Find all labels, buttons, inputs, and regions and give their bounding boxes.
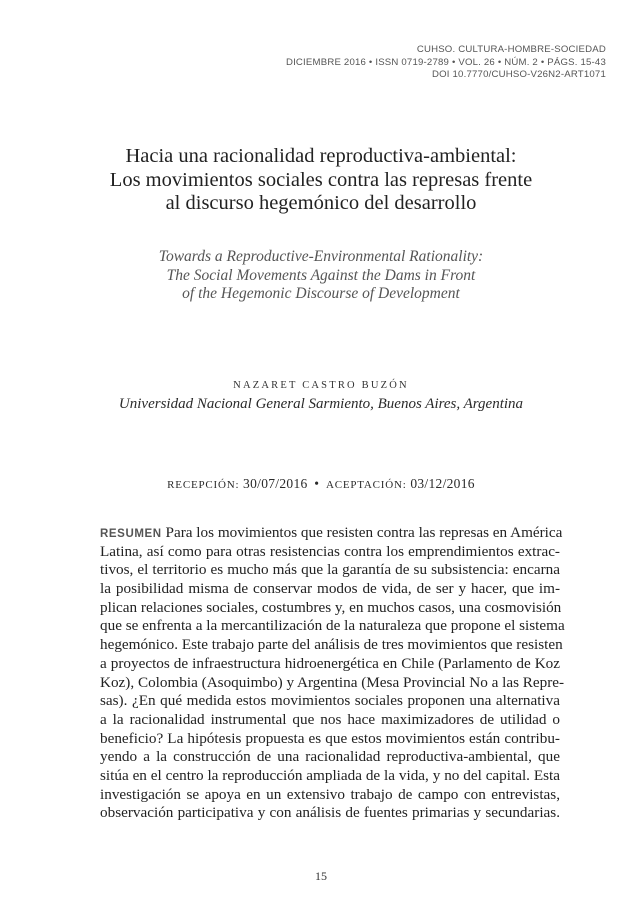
abstract-text: Para los movimientos que resisten contra las represas en América	[165, 524, 563, 541]
abstract-line: sas). ¿En qué medida estos movimientos sociales proponen una alternativa	[100, 692, 560, 710]
acceptance-date: 03/12/2016	[410, 476, 475, 491]
dates-separator: •	[314, 476, 320, 491]
abstract-line	[100, 524, 563, 543]
abstract-line: la posibilidad misma de conservar modos de vida, de ser y hacer, que im-	[100, 580, 560, 598]
reception-label: RECEPCIÓN:	[167, 479, 240, 491]
title-es-line: Los movimientos sociales contra las represas frente	[109, 168, 533, 191]
title-en-line: Towards a Reproductive-Environmental Rationality:	[158, 248, 484, 265]
abstract-line: plican relaciones sociales, costumbres y, en muchos casos, una cosmovisión	[100, 598, 562, 616]
author-affiliation: Universidad Nacional General Sarmiento, Buenos Aires, Argentina	[118, 396, 524, 412]
article-title-spanish	[0, 145, 642, 216]
reception-date: 30/07/2016	[243, 476, 308, 491]
abstract-line: a la racionalidad instrumental que nos hace maximizadores de utilidad o	[100, 710, 560, 728]
journal-header	[286, 44, 606, 82]
acceptance-label: ACEPTACIÓN:	[325, 479, 407, 491]
journal-issue-info: DICIEMBRE 2016 • ISSN 0719-2789 • VOL. 26 • NÚM. 2 • PÁGS. 15-43	[285, 56, 606, 68]
abstract-line: yendo a la construcción de una racionalidad reproductiva-ambiental, que	[100, 748, 560, 766]
article-title-english	[0, 248, 642, 304]
abstract-line: a proyectos de infraestructura hidroenergética en Chile (Parlamento de Koz	[100, 654, 560, 672]
abstract-line: tivos, el territorio es mucho más que la garantía de su subsistencia: encarna	[100, 561, 560, 579]
abstract-line: que se enfrenta a la mercantilización de la naturaleza que propone el sistema	[100, 617, 565, 635]
title-en-line: of the Hegemonic Discourse of Development	[182, 285, 460, 302]
abstract-line: Latina, así como para otras resistencias contra los emprendimientos extrac-	[100, 542, 560, 560]
abstract	[100, 524, 565, 823]
abstract-line: beneficio? La hipótesis propuesta es que estos movimientos están contribu-	[100, 729, 560, 747]
abstract-label: RESUMEN	[100, 528, 162, 540]
abstract-line: observación participativa y con análisis de fuentes primarias y secundarias.	[100, 804, 560, 822]
journal-name: CUHSO. CULTURA-HOMBRE-SOCIEDAD	[416, 44, 606, 55]
abstract-line: hegemónico. Este trabajo parte del análisis de tres movimientos que resisten	[100, 636, 563, 654]
abstract-line: sitúa en el centro la reproducción ampliada de la vida, y no del capital. Esta	[100, 766, 560, 784]
abstract-line: Koz), Colombia (Asoquimbo) y Argentina (Mesa Provincial No a las Repre-	[100, 673, 565, 691]
journal-doi: DOI 10.7770/CUHSO-V26N2-ART1071	[432, 69, 606, 80]
title-es-line: Hacia una racionalidad reproductiva-ambiental:	[125, 145, 517, 167]
page-number: 15	[315, 869, 327, 883]
abstract-line: investigación se apoya en un extensivo trabajo de campo con entrevistas,	[100, 785, 560, 803]
submission-dates	[0, 476, 642, 492]
title-en-line: The Social Movements Against the Dams in Front	[166, 266, 476, 284]
author-name: NAZARET CASTRO BUZÓN	[233, 380, 409, 391]
title-es-line: al discurso hegemónico del desarrollo	[165, 192, 477, 214]
